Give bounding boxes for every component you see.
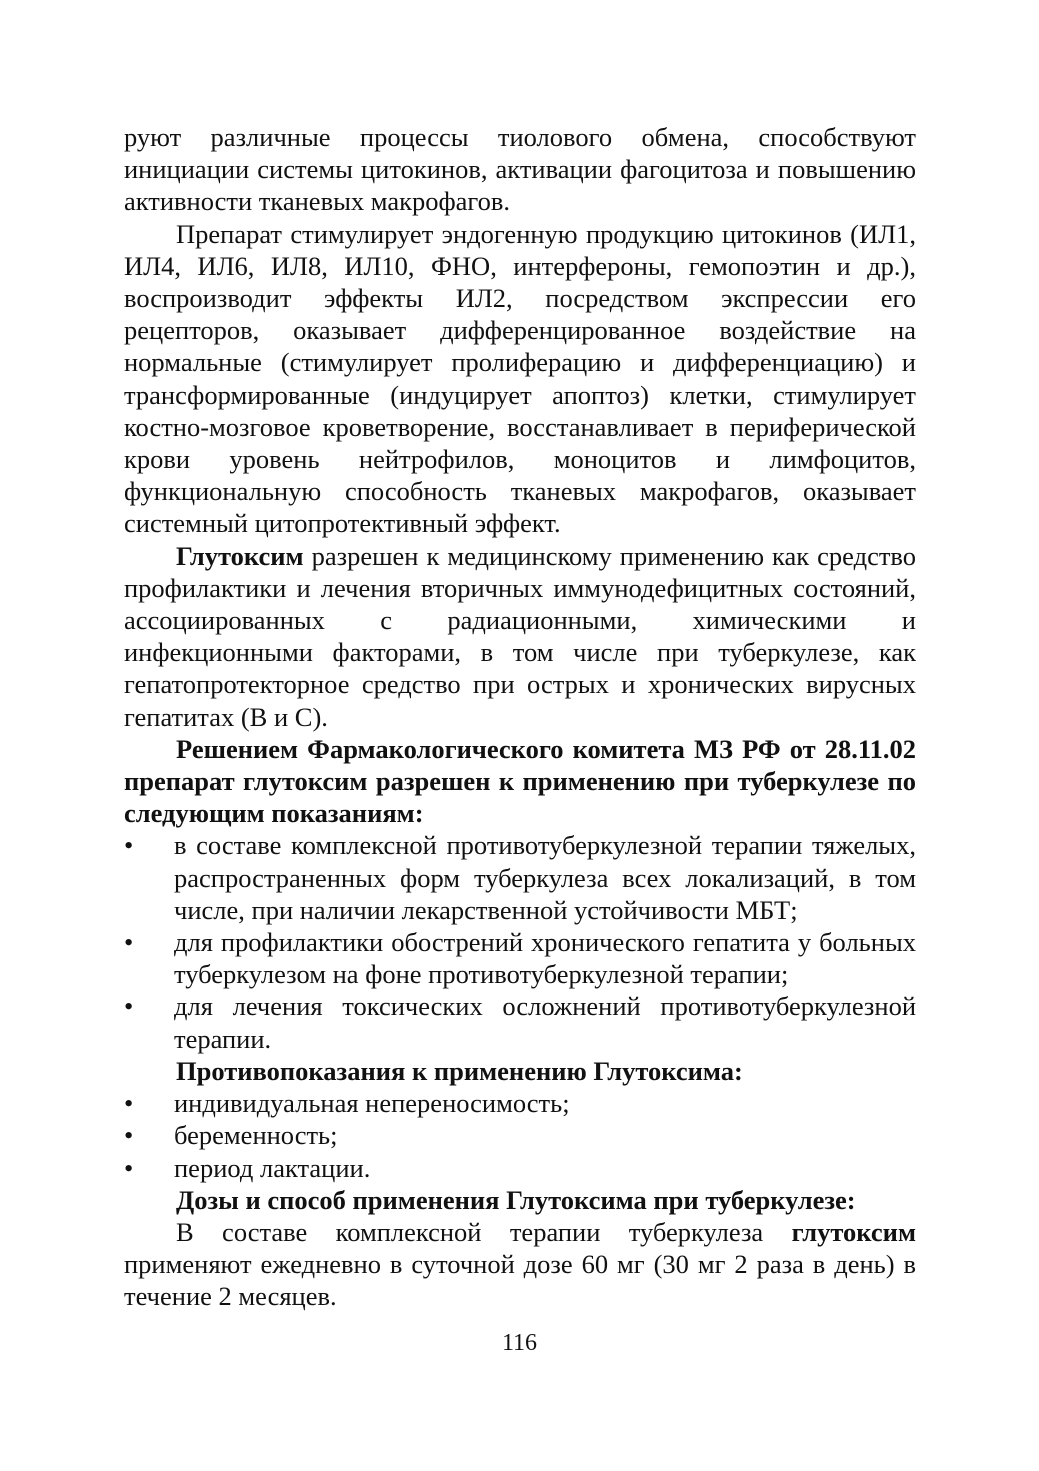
paragraph-continuation: руют различные процессы тиолового обмена, способствуют инициации системы цитокинов, активации фагоцитоза и повышению активности тканевых макрофагов. xyxy=(124,122,916,217)
list-item-text: для лечения токсических осложнений противотуберкулезной терапии. xyxy=(174,991,916,1054)
drug-name-bold: глутоксим xyxy=(791,1216,916,1247)
dosage-heading: Дозы и способ применения Глутоксима при туберкулезе: xyxy=(176,1184,856,1215)
list-item-text: период лактации. xyxy=(174,1152,371,1183)
dosage-text-end: применяют ежедневно в суточной дозе 60 мг (30 мг 2 раза в день) в течение 2 месяцев. xyxy=(124,1249,916,1312)
list-item-text: беременность; xyxy=(174,1120,338,1151)
bullet-icon: • xyxy=(124,927,134,958)
list-item xyxy=(124,1152,916,1184)
committee-decision: Решением Фармакологического комитета МЗ РФ от 28.11.02 препарат глутоксим разрешен к применению при туберкулезе по следующим показаниям: xyxy=(124,733,916,829)
paragraph-glutoxim-approval xyxy=(124,540,916,733)
contraindications-list xyxy=(124,1087,916,1184)
drug-name-bold: Глутоксим xyxy=(176,540,304,571)
list-item xyxy=(124,926,916,990)
list-item xyxy=(124,829,916,926)
list-item-text: индивидуальная непереносимость; xyxy=(174,1088,570,1119)
bullet-icon: • xyxy=(124,1120,134,1151)
paragraph-cytokines: Препарат стимулирует эндогенную продукцию цитокинов (ИЛ1, ИЛ4, ИЛ6, ИЛ8, ИЛ10, ФНО, интерфероны, гемопоэтин и др.), воспроизводит эффекты ИЛ2, посредством экспрессии его рецепторов, оказывает дифференцированное воздействие на нормальные (стимулирует пролиферацию и дифференциацию) и трансформированные (индуцирует апоптоз) клетки, стимулирует костно-мозговое кроветворение, восстанавливает в периферической крови уровень нейтрофилов, моноцитов и лимфоцитов, функциональную способность тканевых макрофагов, оказывает системный цитопротективный эффект. xyxy=(124,218,916,539)
bullet-icon: • xyxy=(124,830,134,861)
list-item xyxy=(124,1087,916,1119)
bullet-icon: • xyxy=(124,991,134,1022)
list-item xyxy=(124,990,916,1054)
page-body xyxy=(124,121,916,1313)
indications-list xyxy=(124,829,916,1054)
dosage-paragraph xyxy=(124,1216,916,1313)
contraindications-heading: Противопоказания к применению Глутоксима: xyxy=(176,1055,743,1086)
list-item-text: в составе комплексной противотуберкулезной терапии тяжелых, распространенных форм туберкулеза всех локализаций, в том числе, при наличии лекарственной устойчивости МБТ; xyxy=(174,830,916,925)
bullet-icon: • xyxy=(124,1088,134,1119)
dosage-text-start: В составе комплексной терапии туберкулеза xyxy=(176,1216,792,1247)
list-item xyxy=(124,1119,916,1151)
page-number: 116 xyxy=(501,1330,538,1356)
paragraph-glutoxim-text: разрешен к медицинскому применению как средство профилактики и лечения вторичных иммунодефицитных состояний, ассоциированных с радиационными, химическими и инфекционными факторами, в том числе при туберкулезе, как гепатопротекторное средство при острых и хронических вирусных гепатитах (В и С). xyxy=(124,540,916,732)
bullet-icon: • xyxy=(124,1152,134,1183)
list-item-text: для профилактики обострений хронического гепатита у больных туберкулезом на фоне противотуберкулезной терапии; xyxy=(174,927,916,990)
